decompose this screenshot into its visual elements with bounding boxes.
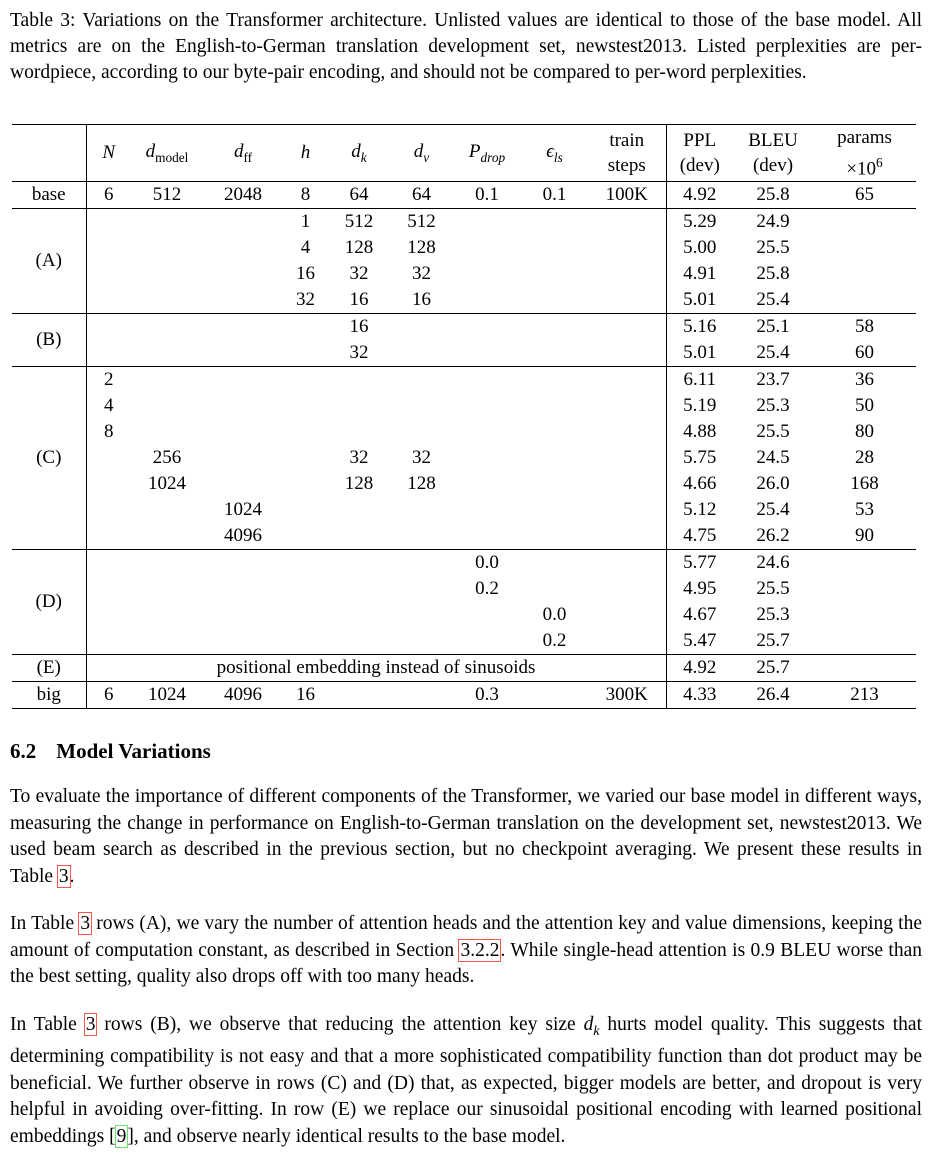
table-cell (86, 235, 131, 261)
table-cell: 5.29 (666, 209, 733, 236)
table-caption: Table 3: Variations on the Transformer architecture. Unlisted values are identical to those of the base model. All metrics are on the English-to-German translation development set, newstest2013. Listed perplexities are per-wordpiece, according to our byte-pair encoding, and should not be compared to per-word perplexities. (10, 10, 922, 83)
body-paragraph: In Table 3 rows (A), we vary the number of attention heads and the attention key and value dimensions, keeping the amount of computation constant, as described in Section 3.2.2. While single-head attention is 0.9 BLEU worse than the best setting, quality also drops off with too many heads. (10, 913, 923, 988)
table-cell (521, 393, 588, 419)
table-cell (86, 287, 131, 314)
table-cell: 32 (412, 447, 431, 469)
table-cell (390, 682, 453, 709)
table-cell (283, 576, 328, 602)
table-cell: 23.7 (733, 367, 813, 394)
table-cell (131, 393, 203, 419)
table-cell: 25.7 (756, 630, 790, 652)
table-cell: 24.5 (756, 447, 790, 469)
table-cell (328, 576, 390, 602)
table-cell (86, 340, 131, 367)
table-cell (521, 419, 588, 445)
table-cell (453, 523, 521, 550)
table-cell (521, 235, 588, 261)
table-cell: 128 (344, 237, 374, 259)
table-cell: 5.01 (683, 289, 717, 311)
row-group-label: big (12, 682, 86, 709)
table-cell: 65 (855, 184, 874, 206)
table-cell: 1024 (148, 473, 186, 495)
section-ref-link[interactable]: 3.2.2 (460, 939, 500, 961)
table-cell: 512 (152, 184, 182, 206)
table-cell: 53 (855, 499, 874, 521)
table-cell: 25.3 (756, 604, 790, 626)
table-cell (203, 550, 283, 577)
table-cell: 32 (349, 263, 369, 285)
table-cell (813, 209, 916, 236)
table-cell (588, 393, 666, 419)
table-cell (328, 682, 390, 709)
table-cell (521, 340, 588, 367)
table-cell (328, 550, 390, 577)
table-cell (203, 340, 283, 367)
table-cell: 1 (283, 209, 328, 236)
table-cell: 168 (850, 473, 879, 495)
table-cell: 4096 (203, 682, 283, 709)
table-cell (588, 367, 666, 394)
table-cell (328, 419, 390, 445)
table-ref-link[interactable]: 3 (58, 865, 69, 887)
table-cell: 25.4 (756, 342, 790, 364)
table-cell (390, 497, 453, 523)
table-cell: 213 (813, 682, 916, 709)
table-cell: 80 (855, 421, 874, 443)
table-cell (328, 367, 390, 394)
table-row (12, 393, 916, 419)
table-cell (86, 523, 131, 550)
table-cell: 16 (328, 314, 390, 341)
table-cell (283, 340, 328, 367)
table-cell (131, 261, 203, 287)
table-cell (328, 628, 390, 655)
table-row (12, 602, 916, 628)
table-row (12, 523, 916, 550)
row-group-label: (C) (12, 367, 86, 550)
table-cell: 5.47 (683, 630, 717, 652)
table-cell: 0.1 (542, 184, 567, 206)
table-cell: 512 (328, 209, 390, 236)
table-row (12, 445, 916, 471)
section-number: 6.2 (10, 739, 37, 764)
table-cell (86, 471, 131, 497)
table-cell: 16 (349, 289, 369, 311)
table-row (12, 471, 916, 497)
table-cell: 64 (412, 184, 431, 206)
table-cell (521, 497, 588, 523)
table-cell: 0.0 (542, 604, 567, 626)
table-cell (86, 314, 131, 341)
table-cell (588, 209, 666, 236)
table-cell (813, 261, 916, 287)
table-cell (283, 393, 328, 419)
column-header (521, 125, 588, 182)
table-cell (390, 340, 453, 367)
table-cell: 8 (104, 421, 114, 443)
table-cell: 90 (855, 525, 874, 547)
column-header: BLEU (dev) (733, 125, 813, 182)
math-symbol: $\epsilon_{ls}$ (546, 140, 563, 165)
table-cell (390, 628, 453, 655)
table-cell (283, 550, 328, 577)
table-cell (588, 287, 666, 314)
table-cell: 26.0 (756, 473, 790, 495)
table-cell (131, 340, 203, 367)
section-title: Model Variations (56, 739, 211, 764)
math-symbol: $d_k$ (351, 140, 367, 165)
table-cell (131, 209, 203, 236)
citation-link[interactable]: 9 (116, 1125, 127, 1147)
table-cell (521, 367, 588, 394)
body-paragraph: In Table 3 rows (B), we observe that reducing the attention key size $d_k$ hurts model quality. This suggests that determining compatibility is not easy and that a more sophisticated compatibility function than dot product may be beneficial. We further observe in rows (C) and (D) that, as expected, bigger models are better, and dropout is very helpful in avoiding over-fitting. In row (E) we replace our sinusoidal positional encoding with learned positional embeddings [9], and observe nearly identical results to the base model. (10, 1013, 923, 1147)
table-cell (453, 235, 521, 261)
table-cell: 16 (296, 263, 315, 285)
spanning-cell: positional embedding instead of sinusoids (86, 655, 666, 682)
table-cell: 4.88 (683, 421, 717, 443)
table-cell (203, 445, 283, 471)
table-cell: 4.95 (683, 578, 717, 600)
table-cell: 32 (412, 263, 431, 285)
column-header: PPL (dev) (666, 125, 733, 182)
math-symbol: $d_v$ (413, 140, 430, 165)
table-cell (328, 393, 390, 419)
table-ref-link[interactable]: 3 (80, 913, 91, 935)
table-cell (521, 471, 588, 497)
row-group-label: (D) (12, 550, 86, 655)
table-cell (203, 261, 283, 287)
table-cell: 24.9 (733, 209, 813, 236)
table-row (12, 314, 916, 341)
table-cell (283, 445, 328, 471)
table-cell (521, 261, 588, 287)
table-cell: 5.01 (683, 342, 717, 364)
row-group-label: (E) (12, 655, 86, 682)
row-group-label: base (12, 182, 86, 209)
table-cell: 25.4 (756, 289, 790, 311)
table-cell (588, 576, 666, 602)
table-cell (453, 471, 521, 497)
table-cell (390, 602, 453, 628)
table-row (12, 419, 916, 445)
table-cell (588, 261, 666, 287)
column-header (86, 125, 131, 182)
table-cell (203, 367, 283, 394)
table-cell: 25.5 (756, 421, 790, 443)
table-cell (813, 235, 916, 261)
table-cell: 512 (390, 209, 453, 236)
table-cell (283, 367, 328, 394)
table-cell (328, 497, 390, 523)
table-cell: 25.4 (756, 499, 790, 521)
table-cell: 4.92 (666, 655, 733, 682)
table-cell (813, 576, 916, 602)
table-row (12, 628, 916, 655)
table-cell: 5.00 (683, 237, 717, 259)
table-header (12, 125, 916, 182)
table-cell (390, 550, 453, 577)
table-ref-link[interactable]: 3 (85, 1013, 96, 1035)
body-paragraph: To evaluate the importance of different components of the Transformer, we varied our base model in different ways, measuring the change in performance on English-to-German translation on the development set, newstest2013. We used beam search as described in the previous section, but no checkpoint averaging. We present these results in Table 3. (10, 786, 922, 887)
math-symbol: $P_{drop}$ (468, 140, 506, 165)
table-cell (328, 523, 390, 550)
table-body (12, 182, 916, 709)
table-cell (203, 393, 283, 419)
column-header (390, 125, 453, 182)
table-cell: 0.1 (475, 184, 499, 206)
column-header-rowlabel (12, 125, 86, 182)
table-cell (203, 287, 283, 314)
table-cell (283, 471, 328, 497)
table-cell (453, 445, 521, 471)
table-cell (588, 314, 666, 341)
table-cell: 5.75 (683, 447, 717, 469)
table-cell: 26.2 (756, 525, 790, 547)
table-cell (453, 209, 521, 236)
table-cell (588, 628, 666, 655)
table-cell (588, 497, 666, 523)
table-cell: 0.2 (475, 578, 499, 600)
table-cell (588, 235, 666, 261)
table-cell (86, 209, 131, 236)
column-header: params $\times 10^6$ (813, 125, 916, 182)
table-cell: 4096 (224, 525, 262, 547)
table-cell: 32 (296, 289, 315, 311)
table-cell: 4 (104, 395, 114, 417)
table-cell (588, 471, 666, 497)
table-cell (521, 445, 588, 471)
section-heading (10, 739, 922, 763)
math-symbol: $d_{model}$ (145, 140, 189, 165)
table-cell (521, 523, 588, 550)
table-cell (813, 628, 916, 655)
table-cell (283, 602, 328, 628)
table-cell: 60 (855, 342, 874, 364)
table-cell (86, 576, 131, 602)
table-cell (588, 419, 666, 445)
table-cell (86, 550, 131, 577)
table-cell (86, 628, 131, 655)
table-cell: 25.1 (733, 314, 813, 341)
table-cell (453, 497, 521, 523)
table-cell (203, 419, 283, 445)
table-cell: 64 (349, 184, 369, 206)
table-cell (131, 367, 203, 394)
table-cell: 1024 (224, 499, 262, 521)
table-cell (203, 235, 283, 261)
table-cell (521, 682, 588, 709)
table-cell (131, 602, 203, 628)
table-cell: 4 (300, 237, 311, 259)
table-cell (283, 419, 328, 445)
table-row (12, 655, 916, 682)
row-group-label: (B) (12, 314, 86, 367)
table-cell (203, 576, 283, 602)
table-row (12, 261, 916, 287)
table-cell (283, 628, 328, 655)
table-cell: 4.67 (683, 604, 717, 626)
table-row (12, 287, 916, 314)
table-row (12, 367, 916, 394)
table-cell: 25.8 (756, 184, 790, 206)
table-cell (588, 602, 666, 628)
table-cell: 4.91 (683, 263, 717, 285)
math-symbol: N (102, 142, 116, 164)
table-cell: 58 (813, 314, 916, 341)
table-cell (390, 523, 453, 550)
table-cell (390, 419, 453, 445)
table-cell (131, 287, 203, 314)
table-cell (813, 655, 916, 682)
table-cell: 0.0 (453, 550, 521, 577)
table-cell: 28 (855, 447, 874, 469)
column-header (453, 125, 521, 182)
table-cell (86, 497, 131, 523)
table-cell (453, 393, 521, 419)
table-cell (588, 340, 666, 367)
math-symbol: h (300, 142, 311, 164)
body-text (10, 784, 922, 1150)
table-cell (521, 287, 588, 314)
table-cell (131, 235, 203, 261)
table-cell: 128 (407, 237, 436, 259)
table-cell (86, 602, 131, 628)
table-cell: 6 (104, 184, 114, 206)
table-cell (390, 314, 453, 341)
table-cell (131, 419, 203, 445)
table-cell (521, 576, 588, 602)
table-cell: 16 (412, 289, 431, 311)
table-cell: 0.3 (453, 682, 521, 709)
table-cell (203, 471, 283, 497)
table-cell: 0.2 (542, 630, 567, 652)
table-cell: 32 (349, 447, 369, 469)
table-cell: 24.6 (733, 550, 813, 577)
table-cell: 100K (588, 182, 666, 209)
table-cell: 6 (86, 682, 131, 709)
table-cell: 26.4 (733, 682, 813, 709)
table-cell (453, 340, 521, 367)
table-cell (813, 550, 916, 577)
table-cell (131, 550, 203, 577)
table-row (12, 550, 916, 577)
table-cell (813, 287, 916, 314)
table-cell (588, 550, 666, 577)
table-cell: 50 (855, 395, 874, 417)
table-cell: 25.5 (756, 237, 790, 259)
table-cell: 128 (407, 473, 436, 495)
table-cell (390, 576, 453, 602)
table-cell: 16 (283, 682, 328, 709)
table-cell (521, 550, 588, 577)
column-header (203, 125, 283, 182)
table-cell (203, 209, 283, 236)
table-cell (131, 497, 203, 523)
table-cell (390, 367, 453, 394)
table-cell (203, 314, 283, 341)
table-row (12, 682, 916, 709)
model-variations-table (12, 124, 916, 709)
table-cell (390, 393, 453, 419)
table-cell: 1024 (131, 682, 203, 709)
table-row (12, 182, 916, 209)
table-cell: 128 (344, 473, 374, 495)
table-cell: 36 (813, 367, 916, 394)
table-cell: 2 (86, 367, 131, 394)
table-cell (453, 314, 521, 341)
math-symbol: $d_{ff}$ (233, 140, 253, 165)
table-cell: 32 (349, 342, 369, 364)
table-cell (86, 261, 131, 287)
table-cell (453, 261, 521, 287)
table-cell (453, 602, 521, 628)
table-cell: 4.66 (683, 473, 717, 495)
table-cell: 256 (152, 447, 182, 469)
table-row (12, 576, 916, 602)
table-row (12, 340, 916, 367)
table-cell (328, 602, 390, 628)
row-group-label: (A) (12, 209, 86, 314)
table-cell (283, 497, 328, 523)
table-cell: 6.11 (666, 367, 733, 394)
table-cell (283, 523, 328, 550)
table-cell (453, 419, 521, 445)
table-cell (453, 287, 521, 314)
table-row (12, 235, 916, 261)
table-cell: 2048 (224, 184, 262, 206)
column-header (283, 125, 328, 182)
table-cell: 4.33 (666, 682, 733, 709)
table-cell: 25.8 (756, 263, 790, 285)
table-cell (131, 628, 203, 655)
table-cell (131, 314, 203, 341)
table-cell: 5.77 (666, 550, 733, 577)
table-cell (453, 367, 521, 394)
table-cell (813, 602, 916, 628)
table-cell: 300K (588, 682, 666, 709)
table-cell: 4.92 (683, 184, 717, 206)
table-cell: 25.3 (756, 395, 790, 417)
table-row (12, 497, 916, 523)
table-cell (521, 314, 588, 341)
table-cell (588, 523, 666, 550)
column-header: train steps (588, 125, 666, 182)
column-header (328, 125, 390, 182)
table-cell (521, 209, 588, 236)
table-cell: 5.19 (683, 395, 717, 417)
table-cell: 8 (300, 184, 311, 206)
table-cell: 25.5 (756, 578, 790, 600)
table-cell: 4.75 (683, 525, 717, 547)
table-cell (283, 314, 328, 341)
table-cell: 25.7 (733, 655, 813, 682)
table-row (12, 209, 916, 236)
math-symbol: $d_k$ (583, 1013, 600, 1038)
column-header (131, 125, 203, 182)
table-cell (203, 628, 283, 655)
table-cell (203, 602, 283, 628)
table-cell (131, 523, 203, 550)
table-cell (453, 628, 521, 655)
table-cell (588, 445, 666, 471)
table-cell: 5.16 (666, 314, 733, 341)
table-cell (131, 576, 203, 602)
table-cell (86, 445, 131, 471)
table-cell: 5.12 (683, 499, 717, 521)
